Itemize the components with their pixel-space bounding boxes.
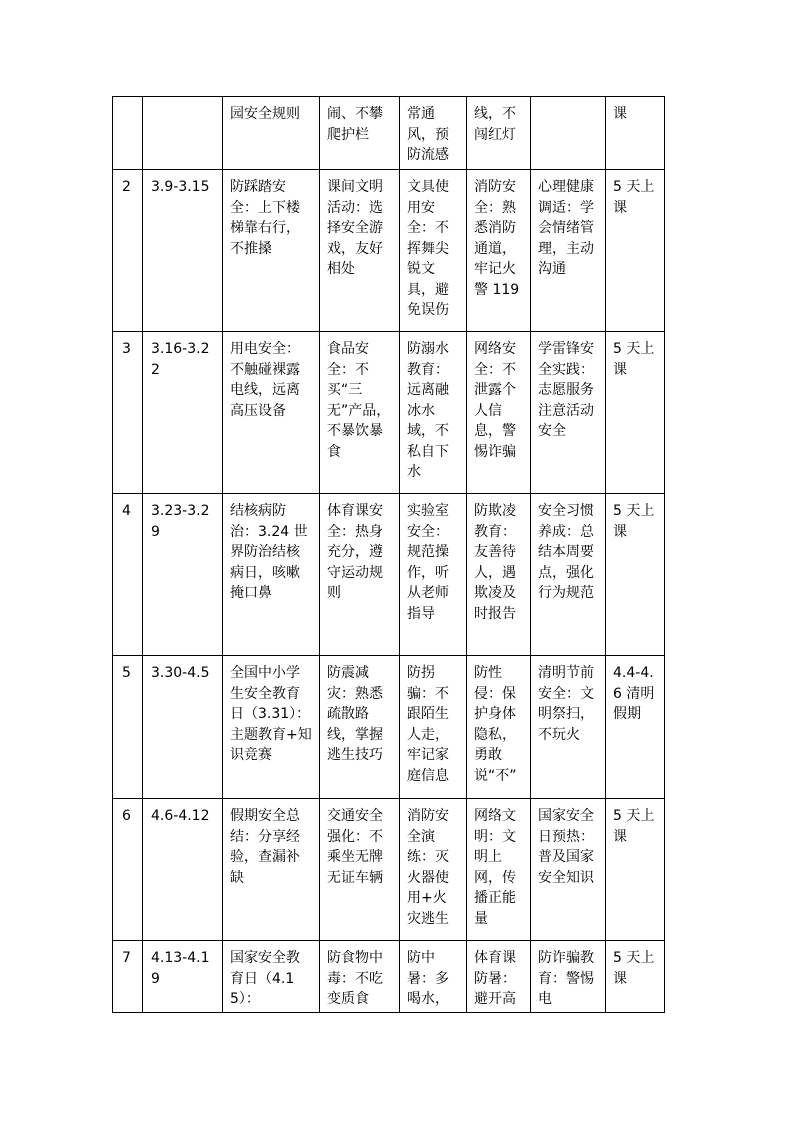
status-cell: 5 天上课 xyxy=(606,941,665,1013)
table-row xyxy=(113,97,665,170)
topic-cell: 防中暑：多喝水， xyxy=(400,941,467,1013)
safety-schedule-table xyxy=(112,96,665,1013)
date-range-cell xyxy=(143,97,223,170)
topic-cell: 防食物中毒：不吃变质食 xyxy=(320,941,400,1013)
topic-cell: 安全习惯养成：总结本周要点，强化行为规范 xyxy=(531,494,606,656)
table-row xyxy=(113,494,665,656)
topic-cell xyxy=(531,97,606,170)
topic-cell: 课间文明活动：选择安全游戏，友好相处 xyxy=(320,170,400,332)
week-number-cell: 6 xyxy=(113,799,143,941)
status-cell: 5 天上课 xyxy=(606,332,665,494)
week-number-cell: 5 xyxy=(113,656,143,799)
topic-cell: 消防安全演练：灭火器使用+火灾逃生 xyxy=(400,799,467,941)
topic-cell: 清明节前安全：文明祭扫，不玩火 xyxy=(531,656,606,799)
topic-cell: 心理健康调适：学会情绪管理，主动沟通 xyxy=(531,170,606,332)
topic-cell: 网络安全：不泄露个人信息，警惕诈骗 xyxy=(467,332,531,494)
date-range-cell: 3.16-3.22 xyxy=(143,332,223,494)
topic-cell: 防诈骗教育：警惕电 xyxy=(531,941,606,1013)
status-cell: 课 xyxy=(606,97,665,170)
topic-cell: 用电安全：不触碰裸露电线，远离高压设备 xyxy=(223,332,320,494)
topic-cell: 闹、不攀爬护栏 xyxy=(320,97,400,170)
week-number-cell: 4 xyxy=(113,494,143,656)
topic-cell: 常通风，预防流感 xyxy=(400,97,467,170)
date-range-cell: 3.23-3.29 xyxy=(143,494,223,656)
topic-cell: 国家安全日预热：普及国家安全知识 xyxy=(531,799,606,941)
topic-cell: 交通安全强化：不乘坐无牌无证车辆 xyxy=(320,799,400,941)
date-range-cell: 4.13-4.19 xyxy=(143,941,223,1013)
topic-cell: 文具使用安全：不挥舞尖锐文具，避免误伤 xyxy=(400,170,467,332)
topic-cell: 国家安全教育日（4.15）： xyxy=(223,941,320,1013)
date-range-cell: 3.30-4.5 xyxy=(143,656,223,799)
status-cell: 5 天上课 xyxy=(606,170,665,332)
week-number-cell: 7 xyxy=(113,941,143,1013)
topic-cell: 防性侵：保护身体隐私，勇敢说“不” xyxy=(467,656,531,799)
topic-cell: 体育课安全：热身充分，遵守运动规则 xyxy=(320,494,400,656)
table-row xyxy=(113,170,665,332)
topic-cell: 防拐骗：不跟陌生人走，牢记家庭信息 xyxy=(400,656,467,799)
status-cell: 5 天上课 xyxy=(606,799,665,941)
status-cell: 5 天上课 xyxy=(606,494,665,656)
topic-cell: 防踩踏安全：上下楼梯靠右行，不推搡 xyxy=(223,170,320,332)
topic-cell: 体育课防暑：避开高 xyxy=(467,941,531,1013)
topic-cell: 防震减灾：熟悉疏散路线，掌握逃生技巧 xyxy=(320,656,400,799)
topic-cell: 消防安全：熟悉消防通道，牢记火警 119 xyxy=(467,170,531,332)
topic-cell: 结核病防治：3.24 世界防治结核病日，咳嗽掩口鼻 xyxy=(223,494,320,656)
week-number-cell: 2 xyxy=(113,170,143,332)
topic-cell: 食品安全：不买“三无”产品，不暴饮暴食 xyxy=(320,332,400,494)
status-cell: 4.4-4.6 清明假期 xyxy=(606,656,665,799)
topic-cell: 线，不闯红灯 xyxy=(467,97,531,170)
topic-cell: 园安全规则 xyxy=(223,97,320,170)
topic-cell: 实验室安全：规范操作，听从老师指导 xyxy=(400,494,467,656)
topic-cell: 假期安全总结：分享经验，查漏补缺 xyxy=(223,799,320,941)
week-number-cell xyxy=(113,97,143,170)
week-number-cell: 3 xyxy=(113,332,143,494)
topic-cell: 防溺水教育：远离融冰水域，不私自下水 xyxy=(400,332,467,494)
table-row xyxy=(113,799,665,941)
table-row xyxy=(113,656,665,799)
topic-cell: 全国中小学生安全教育日（3.31）：主题教育+知识竞赛 xyxy=(223,656,320,799)
date-range-cell: 3.9-3.15 xyxy=(143,170,223,332)
topic-cell: 防欺凌教育：友善待人，遇欺凌及时报告 xyxy=(467,494,531,656)
date-range-cell: 4.6-4.12 xyxy=(143,799,223,941)
topic-cell: 学雷锋安全实践：志愿服务注意活动安全 xyxy=(531,332,606,494)
table-row xyxy=(113,941,665,1013)
topic-cell: 网络文明：文明上网，传播正能量 xyxy=(467,799,531,941)
table-row xyxy=(113,332,665,494)
